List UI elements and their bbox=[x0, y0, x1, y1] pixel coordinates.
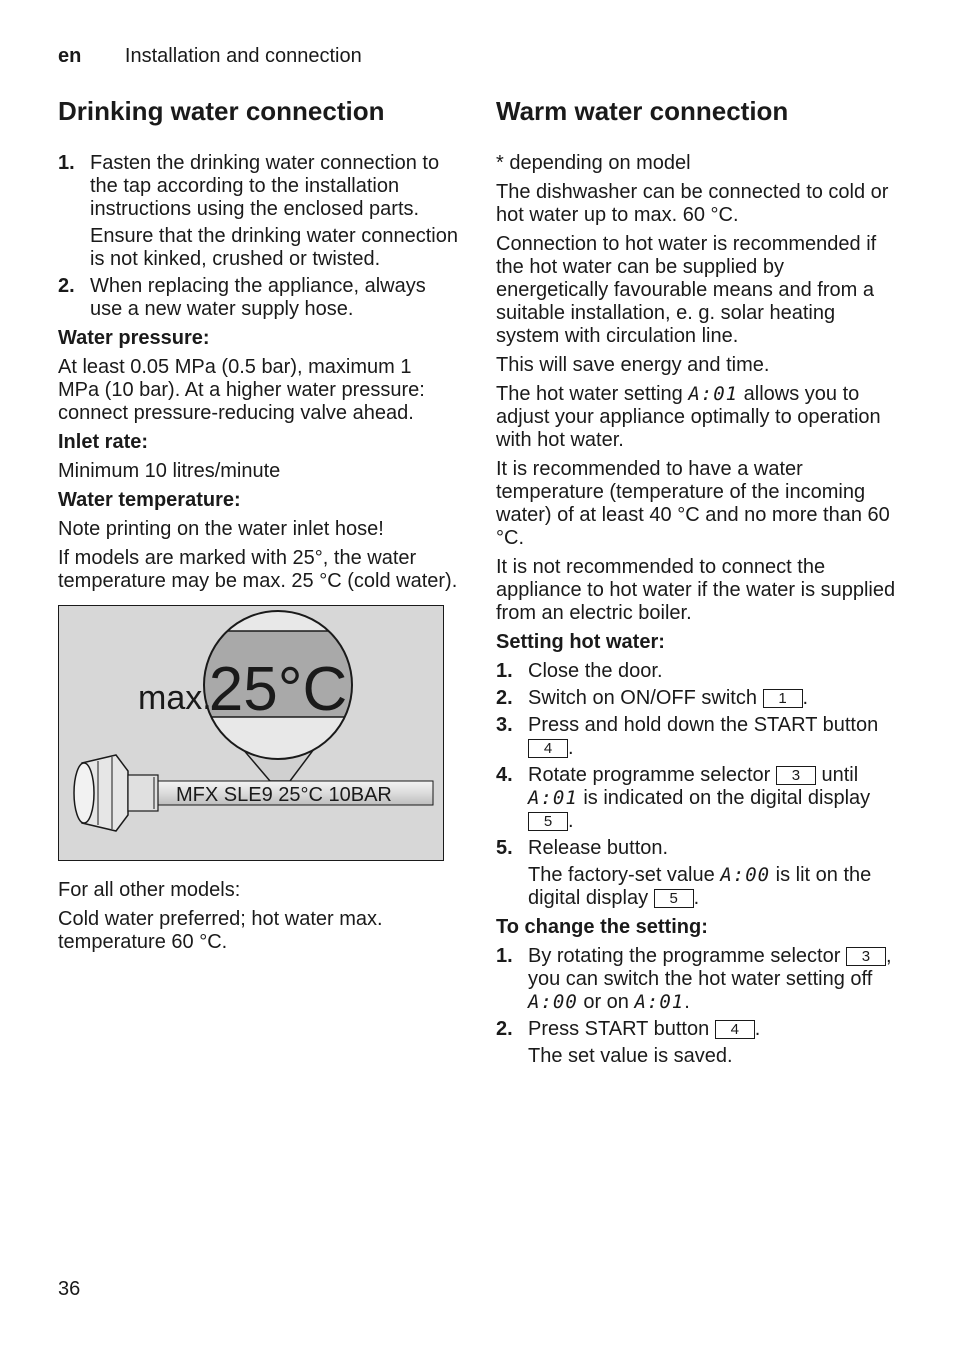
reference-box: 3 bbox=[846, 947, 886, 966]
change-setting-title: To change the setting: bbox=[496, 916, 708, 938]
step-extra: Ensure that the drinking water connection is not kinked, crushed or twisted. bbox=[90, 225, 458, 270]
reference-box: 5 bbox=[528, 812, 568, 831]
step-number: 4. bbox=[496, 764, 513, 786]
reference-box: 4 bbox=[528, 739, 568, 758]
text-fragment: allows you to adjust your appliance optimally to operation with hot water. bbox=[496, 383, 881, 451]
inlet-rate-text: Minimum 10 litres/minute bbox=[58, 460, 281, 482]
hose-illustration bbox=[58, 605, 444, 861]
water-pressure-title: Water pressure: bbox=[58, 327, 210, 349]
warm-water-para-1: The dishwasher can be connected to cold or hot water up to max. 60 °C. bbox=[496, 181, 889, 226]
drinking-water-steps bbox=[58, 152, 458, 321]
step-number: 1. bbox=[58, 152, 75, 174]
reference-box: 5 bbox=[654, 889, 694, 908]
setting-steps bbox=[496, 660, 896, 910]
hose-figure bbox=[58, 605, 444, 861]
list-item: 2. Switch on ON/OFF switch 1 . bbox=[496, 687, 809, 709]
section-title: Installation and connection bbox=[124, 45, 362, 67]
text-fragment: Press START button bbox=[528, 1018, 710, 1040]
reference-box: 4 bbox=[715, 1020, 755, 1039]
language-code: en bbox=[58, 45, 82, 67]
change-steps bbox=[496, 945, 896, 1068]
other-models-text: Cold water preferred; hot water max. temperature 60 °C. bbox=[58, 908, 383, 953]
list-item bbox=[496, 1018, 896, 1068]
step-text: When replacing the appliance, always use a new water supply hose. bbox=[90, 275, 426, 320]
step-text: Close the door. bbox=[528, 660, 663, 682]
warm-water-para-4 bbox=[496, 383, 896, 452]
step-text: Switch on ON/OFF switch bbox=[528, 687, 757, 709]
water-pressure-text: At least 0.05 MPa (0.5 bar), maximum 1 MPa (10 bar). At a higher water pressure: connect pressure-reducing valve ahead. bbox=[58, 356, 425, 424]
hose-print-label: MFX SLE9 25°C 10BAR bbox=[176, 784, 392, 806]
other-models-label: For all other models: bbox=[58, 879, 241, 901]
step-text: Press and hold down the START button bbox=[528, 714, 879, 736]
warm-water-para-3: This will save energy and time. bbox=[496, 354, 770, 376]
text-fragment: The hot water setting bbox=[496, 383, 683, 405]
warm-water-title: Warm water connection bbox=[496, 96, 789, 126]
step-number: 1. bbox=[496, 660, 513, 682]
water-temperature-note: Note printing on the water inlet hose! bbox=[58, 518, 384, 540]
setting-hot-water-title: Setting hot water: bbox=[496, 631, 665, 653]
step-text: , you can switch the hot water setting off bbox=[528, 945, 892, 990]
list-item: 3. Press and hold down the START button 4 . bbox=[496, 714, 879, 759]
right-column bbox=[496, 96, 896, 1074]
step-text: or on bbox=[583, 991, 629, 1013]
reference-box: 3 bbox=[776, 766, 816, 785]
list-item bbox=[496, 837, 896, 910]
list-item bbox=[58, 275, 458, 321]
step-text: is indicated on the digital display bbox=[583, 787, 871, 809]
left-column bbox=[58, 96, 458, 960]
step-text: Release button. bbox=[528, 837, 669, 859]
display-code: A:01 bbox=[688, 383, 739, 405]
step-extra: The factory-set value A:00 is lit on the digital display 5 . bbox=[528, 864, 872, 909]
step-number: 2. bbox=[58, 275, 75, 297]
step-number: 2. bbox=[496, 687, 513, 709]
drinking-water-title: Drinking water connection bbox=[58, 96, 385, 126]
reference-box: 1 bbox=[763, 689, 803, 708]
water-temperature-text: If models are marked with 25°, the water temperature may be max. 25 °C (cold water). bbox=[58, 547, 458, 592]
step-extra: The set value is saved. bbox=[528, 1045, 733, 1067]
list-item: 4. Rotate programme selector 3 until A:01 is indicated on the digital display 5 . bbox=[496, 764, 871, 832]
step-text: Press START button 4 . bbox=[528, 1018, 761, 1040]
step-number: 3. bbox=[496, 714, 513, 736]
display-code: A:01 bbox=[634, 991, 685, 1013]
warm-water-para-2: Connection to hot water is recommended if the hot water can be supplied by energetically favourable means and from a suitable installation, e. g. solar heating system with circulation line. bbox=[496, 233, 877, 347]
step-number: 2. bbox=[496, 1018, 513, 1040]
list-item: 1. By rotating the programme selector 3 , you can switch the hot water setting off A:00 or on A:01. bbox=[496, 945, 892, 1013]
water-temperature-title: Water temperature: bbox=[58, 489, 241, 511]
display-code: A:01 bbox=[528, 787, 578, 809]
max-label: max. bbox=[138, 679, 212, 717]
inlet-rate-title: Inlet rate: bbox=[58, 431, 149, 453]
page-header bbox=[58, 45, 362, 68]
step-number: 5. bbox=[496, 837, 513, 859]
display-code: A:00 bbox=[720, 864, 771, 886]
step-number: 1. bbox=[496, 945, 513, 967]
display-code: A:00 bbox=[528, 991, 578, 1013]
text-fragment: The factory-set value bbox=[528, 864, 715, 886]
step-text: Fasten the drinking water connection to the tap according to the installation instructions using the enclosed parts. bbox=[90, 152, 440, 220]
warm-water-para-6: It is not recommended to connect the appliance to hot water if the water is supplied from an electric boiler. bbox=[496, 556, 896, 624]
page-number: 36 bbox=[58, 1278, 81, 1300]
step-text: By rotating the programme selector bbox=[528, 945, 841, 967]
list-item bbox=[496, 660, 896, 683]
step-text: Rotate programme selector bbox=[528, 764, 771, 786]
temperature-label: 25°C bbox=[208, 655, 348, 724]
warm-water-para-5: It is recommended to have a water temperature (temperature of the incoming water) of at least 40 °C and no more than 60 °C. bbox=[496, 458, 890, 549]
step-text: until bbox=[821, 764, 859, 786]
list-item bbox=[58, 152, 458, 271]
model-note: * depending on model bbox=[496, 152, 691, 174]
text-fragment: is lit on the digital display bbox=[528, 864, 872, 909]
